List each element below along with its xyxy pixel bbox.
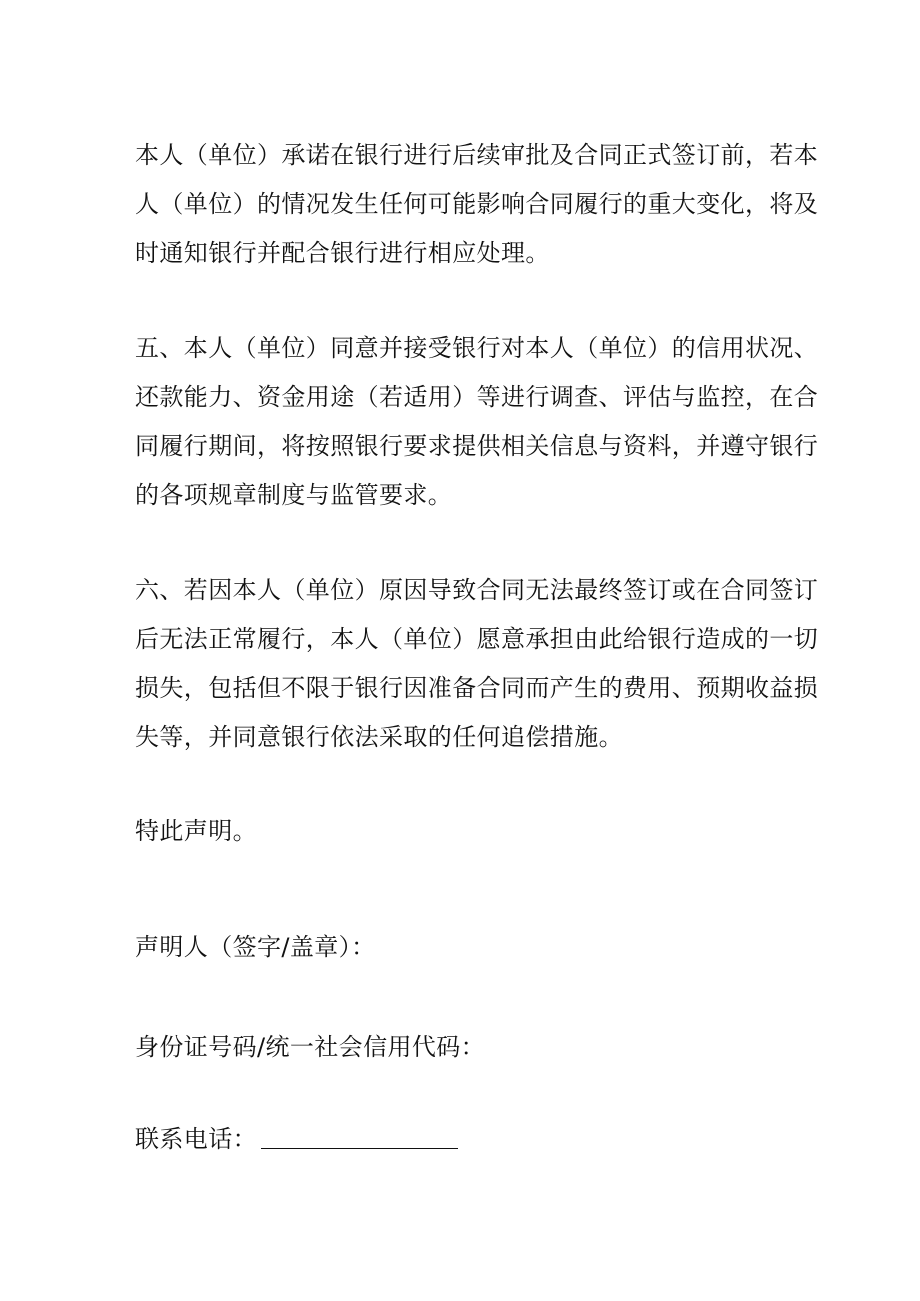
paragraph-line: 损失，包括但不限于银行因准备合同而产生的费用、预期收益损 (135, 674, 819, 702)
paragraph-line: 的各项规章制度与监管要求。 (135, 481, 453, 509)
closing-statement: 特此声明。 (135, 817, 257, 845)
phone-label: 联系电话： (135, 1125, 257, 1153)
id-number-label: 身份证号码/统一社会信用代码： (135, 1033, 486, 1061)
paragraph-line: 时通知银行并配合银行进行相应处理。 (135, 239, 550, 267)
paragraph-line: 还款能力、资金用途（若适用）等进行调查、评估与监控，在合 (135, 383, 819, 411)
paragraph-line: 五、本人（单位）同意并接受银行对本人（单位）的信用状况、 (135, 334, 819, 362)
paragraph-line: 人（单位）的情况发生任何可能影响合同履行的重大变化，将及 (135, 190, 819, 218)
signature-label: 声明人（签字/盖章）： (135, 933, 376, 961)
paragraph-line: 同履行期间，将按照银行要求提供相关信息与资料，并遵守银行 (135, 432, 819, 460)
paragraph-line: 六、若因本人（单位）原因导致合同无法最终签订或在合同签订 (135, 576, 819, 604)
paragraph-line: 本人（单位）承诺在银行进行后续审批及合同正式签订前，若本 (135, 141, 819, 169)
phone-blank-line (261, 1148, 458, 1149)
paragraph-line: 后无法正常履行，本人（单位）愿意承担由此给银行造成的一切 (135, 625, 819, 653)
paragraph-line: 失等，并同意银行依法采取的任何追偿措施。 (135, 723, 623, 751)
